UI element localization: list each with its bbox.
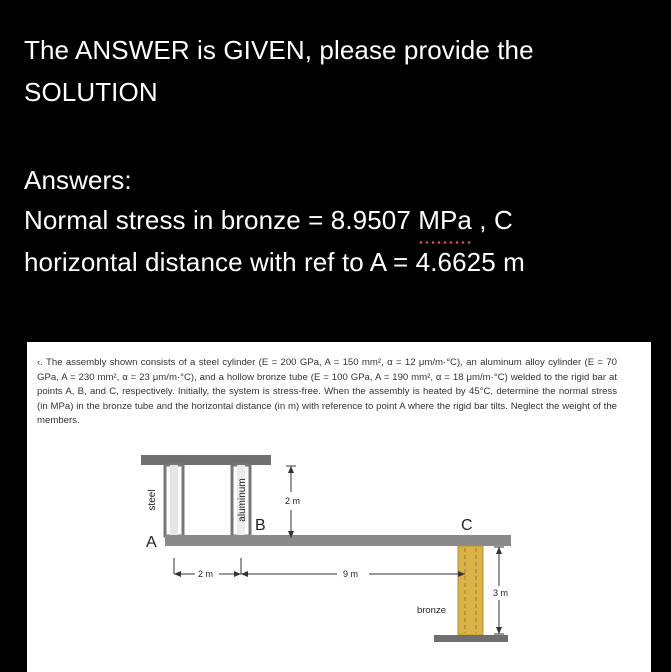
point-c-label: C bbox=[461, 517, 473, 534]
answer-line-2: horizontal distance with ref to A = 4.6625 m bbox=[24, 247, 525, 277]
arrow-right-icon bbox=[234, 571, 241, 577]
message-line-2: SOLUTION bbox=[24, 77, 158, 107]
bronze-tube bbox=[458, 546, 483, 635]
arrow-up-icon bbox=[496, 547, 502, 554]
rigid-bar bbox=[165, 535, 511, 546]
point-a-label: A bbox=[146, 534, 157, 551]
message-line-1: The ANSWER is GIVEN, please provide the bbox=[24, 35, 534, 65]
steel-cylinder-shading bbox=[170, 465, 178, 536]
dim-label-9m: 9 m bbox=[343, 569, 359, 579]
assembly-diagram bbox=[27, 342, 651, 672]
arrow-up-icon bbox=[288, 466, 294, 473]
answer1-suffix: , C bbox=[471, 205, 513, 235]
problem-statement: ‹. The assembly shown consists of a steel cylinder (E = 200 GPa, A = 150 mm², α = 12 μm/m·°C), an aluminum alloy cylinder (E = 70 GPa, A = 230 mm², α = 23 μm/m·°C), and a hollow bronze tube (E = 100 GPa, A = 190 mm², α = 18 μm/m·°C) welded to the rigid bar at points A, B, and C, respectively. Initially, the system is stress-free. When the assembly is heated by 45°C, determine the normal stress (in MPa) in the bronze tube and the horizontal distance (in m) with reference to point A where the rigid bar tilts. Neglect the weight of the members. bbox=[37, 357, 617, 427]
dim-label-3m: 3 m bbox=[493, 588, 509, 598]
answer1-unit-spellcheck[interactable] bbox=[418, 203, 472, 237]
problem-image bbox=[27, 342, 651, 672]
label-steel: steel bbox=[147, 489, 158, 511]
answer1-prefix: Normal stress in bronze = 8.9507 bbox=[24, 205, 419, 235]
dim-label-2m-horizontal: 2 m bbox=[198, 569, 214, 579]
arrow-left-icon bbox=[241, 571, 248, 577]
spellcheck-underline bbox=[418, 241, 472, 244]
floor-support bbox=[434, 635, 508, 642]
answers-heading: Answers: bbox=[24, 165, 132, 195]
label-aluminum: aluminum bbox=[237, 478, 248, 522]
point-b-label: B bbox=[255, 517, 266, 534]
arrow-left-icon bbox=[174, 571, 181, 577]
answer1-unit: MPa bbox=[418, 205, 472, 235]
answer-line-1 bbox=[24, 203, 513, 237]
dim-label-2m-vertical: 2 m bbox=[285, 496, 301, 506]
label-bronze: bronze bbox=[416, 605, 446, 616]
arrow-down-icon bbox=[496, 627, 502, 634]
